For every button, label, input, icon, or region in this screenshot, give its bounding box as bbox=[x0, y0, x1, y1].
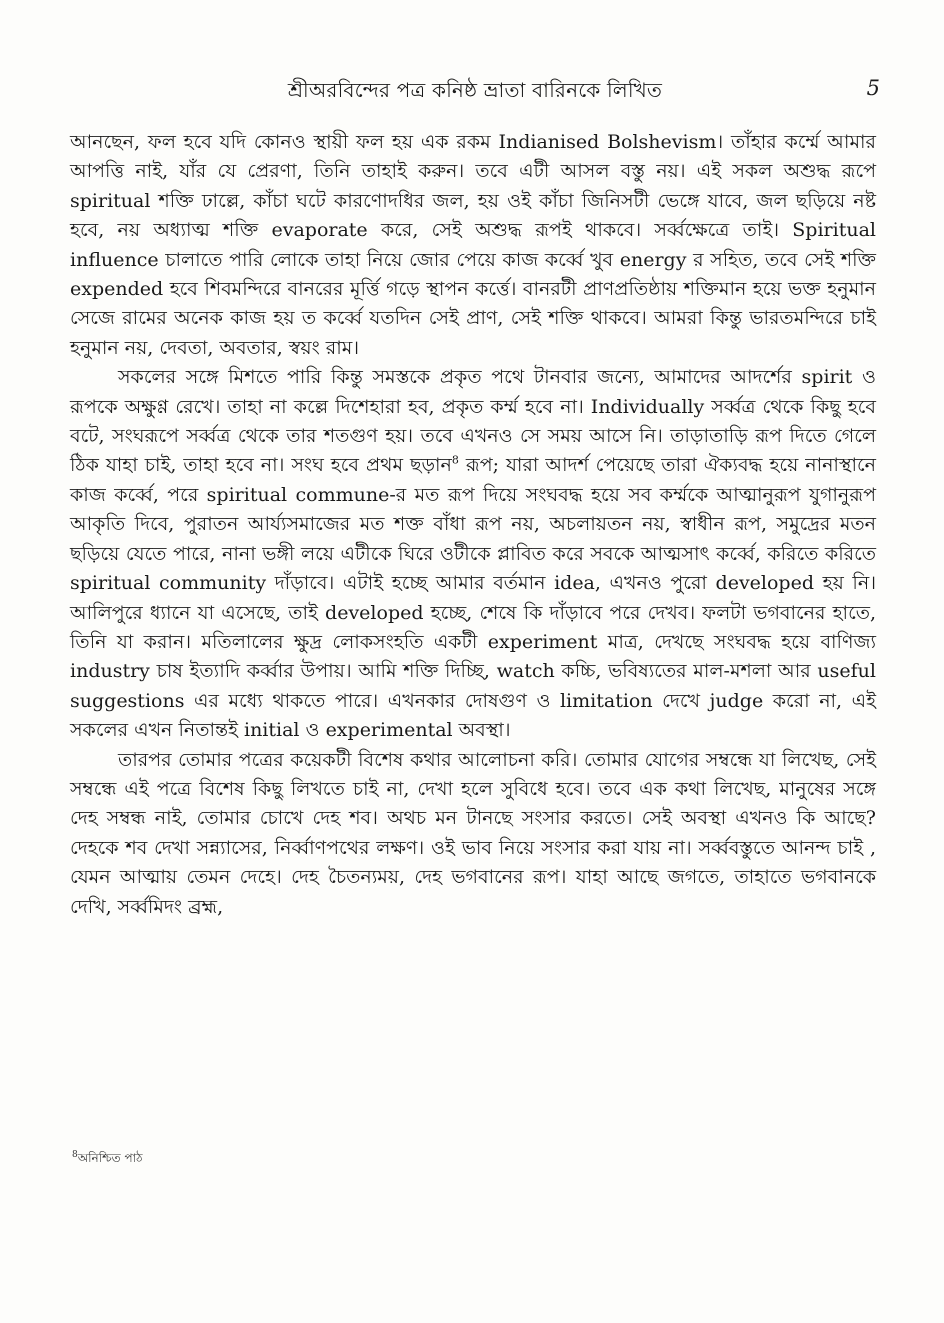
footnote-text: অনিশ্চিত পাঠ bbox=[77, 1151, 143, 1165]
footnote-marker: 8 bbox=[72, 1150, 78, 1160]
paragraph-2-part-2: রূপ; যারা আদর্শ পেয়েছে তারা ঐক্যবদ্ধ হয়ে নানাস্থানে কাজ কর্ব্বে, পরে spiritual commune-র মত রূপ দিয়ে সংঘবদ্ধ হয়ে সব কর্ম্মকে আত্মানুরূপ যুগানুরূপ আকৃতি দিবে, পুরাতন আর্য্যসমাজের মত শক্ত বাঁধা রূপ নয়, অচলায়তন নয়, স্বাধীন রূপ, সমুদ্রের মতন ছড়িয়ে যেতে পারে, নানা ভঙ্গী লয়ে এটীকে ঘিরে ওটীকে প্লাবিত করে সবকে আত্মসাৎ কর্ব্বে, করিতে করিতে spiritual community দাঁড়াবে। এটাই হচ্ছে আমার বর্তমান idea, এখনও পুরো developed হয় নি। আলিপুরে ধ্যানে যা এসেছে, তাই developed হচ্ছে, শেষে কি দাঁড়াবে পরে দেখব। ফলটা ভগবানের হাতে, তিনি যা করান। মতিলালের ক্ষুদ্র লোকসংহতি একটী experiment মাত্র, দেখছে সংঘবদ্ধ হয়ে বাণিজ্য industry চাষ ইত্যাদি কর্ব্বার উপায়। আমি শক্তি দিচ্ছি, watch কচ্চি, ভবিষ্যতের মাল-মশলা আর useful suggestions এর মধ্যে থাকতে পারে। এখনকার দোষগুণ ও limitation দেখে judge করো না, এই সকলের এখন নিতান্তই initial ও experimental অবস্থা। bbox=[70, 454, 876, 742]
running-header bbox=[70, 76, 880, 110]
paragraph-2-part-1: সকলের সঙ্গে মিশতে পারি কিন্তু সমস্তকে প্রকৃত পথে টানবার জন্যে, আমাদের আদর্শের spirit ও রূপকে অক্ষুণ্ণ রেখে। তাহা না কল্লে দিশেহারা হব, প্রকৃত কর্ম্ম হবে না। Individually সর্ব্বত্র থেকে কিছু হবে বটে, সংঘরূপে সর্ব্বত্র থেকে তার শতগুণ হয়। তবে এখনও সে সময় আসে নি। তাড়াতাড়ি রূপ দিতে গেলে ঠিক যাহা চাই, তাহা হবে না। সংঘ হবে প্রথম ছড়ান bbox=[70, 366, 876, 477]
footnote bbox=[72, 1150, 143, 1170]
body-text bbox=[70, 128, 876, 922]
footnote-reference: 8 bbox=[451, 454, 459, 468]
header-title: শ্রীঅরবিন্দের পত্র কনিষ্ঠ ভ্রাতা বারিনকে লিখিত bbox=[287, 78, 663, 102]
page-number: 5 bbox=[866, 76, 880, 100]
paragraph-2 bbox=[70, 363, 876, 745]
paragraph-1: আনছেন, ফল হবে যদি কোনও স্থায়ী ফল হয় এক রকম Indianised Bolshevism। তাঁহার কর্ম্মে আমার আপত্তি নাই, যাঁর যে প্রেরণা, তিনি তাহাই করুন। তবে এটী আসল বস্তু নয়। এই সকল অশুদ্ধ রূপে spiritual শক্তি ঢাল্লে, কাঁচা ঘটে কারণোদধির জল, হয় ওই কাঁচা জিনিসটী ভেঙ্গে যাবে, জল ছড়িয়ে নষ্ট হবে, নয় অধ্যাত্ম শক্তি evaporate করে, সেই অশুদ্ধ রূপই থাকবে। সর্ব্বক্ষেত্রে তাই। Spiritual influence চালাতে পারি লোকে তাহা নিয়ে জোর পেয়ে কাজ কর্ব্বে খুব energy র সহিত, তবে সেই শক্তি expended হবে শিবমন্দিরে বানরের মূর্ত্তি গড়ে স্থাপন কর্ত্তে। বানরটী প্রাণপ্রতিষ্ঠায় শক্তিমান হয়ে ভক্ত হনুমান সেজে রামের অনেক কাজ হয় ত কর্ব্বে যতদিন সেই প্রাণ, সেই শক্তি থাকবে। আমরা কিন্তু ভারতমন্দিরে চাই হনুমান নয়, দেবতা, অবতার, স্বয়ং রাম। bbox=[70, 131, 876, 359]
paragraph-3: তারপর তোমার পত্রের কয়েকটী বিশেষ কথার আলোচনা করি। তোমার যোগের সম্বন্ধে যা লিখেছ, সেই সম্বন্ধে এই পত্রে বিশেষ কিছু লিখতে চাই না, দেখা হলে সুবিধে হবে। তবে এক কথা লিখেছ, মানুষের সঙ্গে দেহ সম্বন্ধ নাই, তোমার চোখে দেহ শব। অথচ মন টানছে সংসার করতে। সেই অবস্থা এখনও কি আছে? দেহকে শব দেখা সন্ন্যাসের, নির্ব্বাণপথের লক্ষণ। ওই ভাব নিয়ে সংসার করা যায় না। সর্ব্ববস্তুতে আনন্দ চাই , যেমন আত্মায় তেমন দেহে। দেহ চৈতন্যময়, দেহ ভগবানের রূপ। যাহা আছে জগতে, তাহাতে ভগবানকে দেখি, সর্ব্বমিদং ব্রহ্ম, bbox=[70, 748, 876, 918]
